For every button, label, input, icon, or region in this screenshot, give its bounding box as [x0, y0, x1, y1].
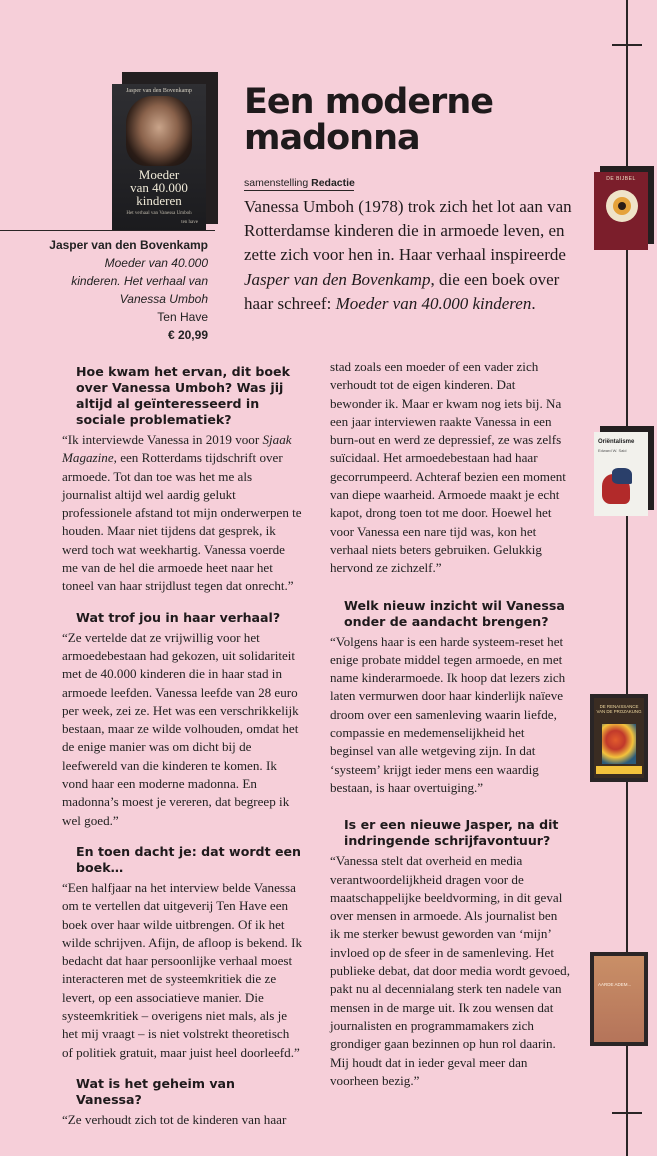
interview-question: Is er een nieuwe Jasper, na dit indringende schrijfavontuur? — [344, 817, 559, 849]
byline-prefix: samenstelling — [244, 177, 309, 189]
sidebar-book-bijbel — [594, 172, 648, 250]
cover-title-line: Moeder — [138, 167, 180, 182]
lead-emphasis: Jasper van den Bovenkamp — [244, 269, 431, 289]
article-title-line: madonna — [244, 118, 420, 158]
interview-answer: “Ze verhoudt zich tot de kinderen van haar — [62, 1111, 287, 1127]
caption-publisher: Ten Have — [157, 310, 208, 324]
answer-text: “Ik interviewde Vanessa in 2019 voor — [62, 432, 263, 447]
edge-tick-bottom — [612, 1112, 642, 1114]
interview-answer: “Volgens haar is een harde systeem-reset het enige probate middel tegen armoede, en met name kinderarmoede. Ik hoop dat lezers zich laten vermurwen door haar kinderlijk naïeve droom over een samenleving waarin liefde, compassie en medemenselijkheid het beginsel van alle wetgeving zijn. In dat ‘systeem’ krijgt ieder mens een waardig bestaan, is haar overtuiging.” — [330, 633, 566, 795]
right-column — [330, 358, 570, 1104]
interview-question: Wat is het geheim van Vanessa? — [76, 1075, 236, 1107]
sidebar-book-title: DE RENAISSANCE VAN DE PROZAKUNG — [596, 704, 642, 714]
article-title — [244, 84, 504, 156]
sidebar-book-title: AARDE ADEM... — [598, 982, 632, 987]
sidebar-book-face — [594, 698, 644, 778]
cover-band — [596, 766, 642, 774]
lead-emphasis: Moeder van 40.000 kinderen — [335, 293, 532, 313]
lead-text: , die een boek over haar schreef: — [244, 269, 560, 313]
edge-tick-top — [612, 44, 642, 46]
cover-title-line: van 40.000 — [130, 180, 188, 195]
caption-author: Jasper van den Bovenkamp — [49, 238, 208, 252]
lead-text: . — [531, 293, 536, 313]
sidebar-book-label: DE BIJBEL — [606, 176, 636, 182]
interview-answer: “Ze vertelde dat ze vrijwillig voor het armoedebestaan had gekozen, uit solidariteit met de 40.000 kinderen die in haar stad in armoede leefden. Vanessa leefde van 28 euro per week, zei ze. Het was een verschrikkelijk bestaan, maar ze wilde volhouden, omdat het de enige manier was om dicht bij de leefwereld van die kinderen te komen. Ik vond haar een moderne madonna. En madonna’s moest je vereren, dat begreep ik wel goed.” — [62, 629, 299, 828]
book-caption — [40, 236, 208, 344]
caption-title-line: Vanessa Umboh — [119, 292, 208, 306]
caption-price: € 20,99 — [167, 328, 208, 342]
cover-publisher: ten have — [181, 220, 198, 225]
cover-author: Jasper van den Bovenkamp — [126, 88, 192, 94]
left-column — [62, 364, 302, 1143]
byline-name: Redactie — [311, 177, 355, 189]
cover-subtitle: Het verhaal van Vanessa Umboh — [126, 211, 192, 216]
sidebar-book-face — [594, 956, 644, 1042]
interview-question: Wat trof jou in haar verhaal? — [76, 609, 281, 625]
lead-text: Vanessa Umboh (1978) trok zich het lot aan van Rotterdamse kinderen die in armoede leven, en zette zich voor hen in. Haar verhaal inspireerde — [244, 197, 572, 265]
cover-title-line: kinderen — [136, 193, 182, 208]
interview-question: Welk nieuw inzicht wil Vanessa onder de aandacht brengen? — [344, 597, 565, 629]
interview-answer: “Vanessa stelt dat overheid en media verantwoordelijkheid dragen voor de maatschappelijke beeldvorming, in dit geval over mensen in armoede. Als journalist ben ik me sterker bewust geworden van ‘mijn’ invloed op de sfeer in de samenleving. Het publieke debat, dat door media wordt gevoed, pakt nu al decennialang sterk ten nadele van mensen in de marge uit. Ik zou wensen dat journalisten en programmamakers zich grondiger gaan bezinnen op hun rol daarin. Mij houdt dat in ieder geval meer dan voorheen bezig.” — [330, 853, 570, 1088]
cover-artwork-image — [602, 724, 636, 764]
sidebar-book-renaissance — [590, 694, 648, 782]
interview-answer-continued: stad zoals een moeder of een vader zich verhoudt tot de eigen kinderen. Dat bewonder ik. Maar er kwam nog iets bij. Na een jaar interviewen raakte Vanessa in een burn-out en werd ze depressief, ze was zelfs suïcidaal. Het armoedebestaan had haar gecorrumpeerd. Achteraf bezien een moment van diepe waarheid. Armoede maakt je echt kapot, drong toen tot me door. Hoewel het voor Vanessa een nare tijd was, kon het verhaal niets beters gebruiken. Gelukkig hervond ze zichzelf.” — [330, 359, 566, 576]
interview-answer — [62, 431, 302, 596]
featured-book-cover — [112, 84, 206, 230]
sidebar-book-orientalisme — [594, 432, 648, 516]
interview-question: Hoe kwam het ervan, dit boek over Vanessa Umboh? Was jij altijd al geïnteresseerd in sociale problematiek? — [76, 364, 290, 427]
byline-rule — [244, 190, 354, 191]
article-title-line: Een moderne — [244, 82, 493, 122]
sidebar-book-author: Edward W. Said — [598, 448, 627, 453]
caption-title-line: kinderen. Het verhaal van — [71, 274, 208, 288]
cover-title — [112, 168, 206, 207]
answer-text: , een Rotterdams tijdschrift over armoede. Tot dan toe was het me als journalist altijd wel aardig gelukt professionele afstand tot mijn onderwerpen te houden. Maar niet tijdens dat gesprek, ik werd toch wat weekhartig. Vanessa voerde me van de hel die armoede heet naar het toneel van haar strijdlust tegen dat onrecht.” — [62, 450, 302, 594]
byline — [244, 177, 355, 189]
interview-question: En toen dacht je: dat wordt een boek… — [76, 843, 302, 875]
caption-title-line: Moeder van 40.000 — [104, 256, 208, 270]
answer-emphasis: Sjaak Magazine — [62, 432, 292, 466]
article-lead — [244, 195, 574, 316]
cover-figure-image — [612, 468, 632, 484]
interview-answer: “Een halfjaar na het interview belde Vanessa om te vertellen dat uitgeverij Ten Have een boek over haar wilde uitbrengen. Of ik het wilde schrijven. Afijn, de afloop is bekend. Ik bedacht dat haar persoonlijke verhaal moest interacteren met de systeemkritiek die ze levert, op een associatieve manier. Die systeemkritiek – overigens niet mals, als je het mij vraagt – is niet volstrekt theoretisch of politiek gratuit, maar juist heel doorleefd.” — [62, 879, 302, 1060]
sidebar-book-title: Oriëntalisme — [598, 439, 635, 445]
caption-rule — [0, 230, 215, 231]
target-ring-icon — [618, 202, 626, 210]
cover-portrait-image — [126, 96, 192, 166]
sidebar-book-aarde — [590, 952, 648, 1046]
